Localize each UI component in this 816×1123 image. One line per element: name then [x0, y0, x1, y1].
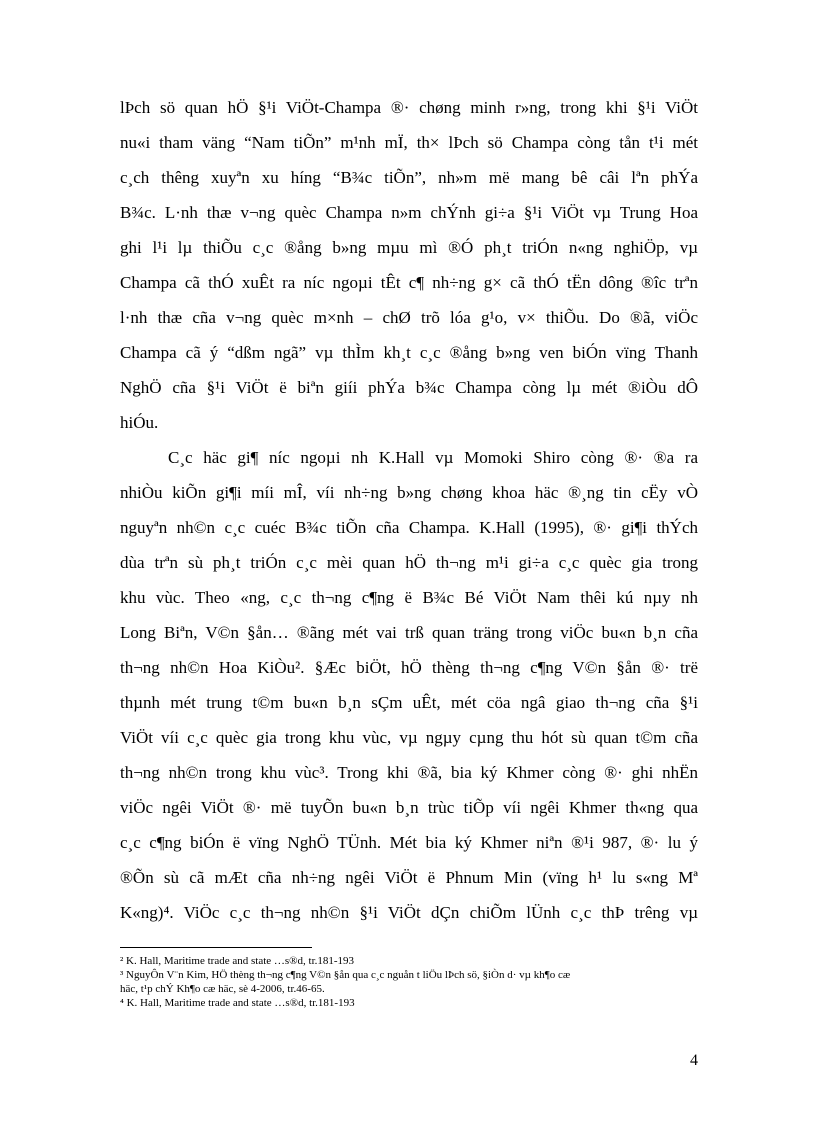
text-line: lÞch sö quan hÖ §¹i ViÖt-Champa ®· chøng minh r»ng, trong khi §¹i ViÖt [120, 98, 698, 117]
text-line: nhiÒu kiÕn gi¶i míi mÎ, víi nh÷ng b»ng chøng khoa häc ®¸ng tin cËy vÒ [120, 483, 698, 502]
text-line: thµnh mét trung t©m bu«n b¸n sÇm uÊt, mét cöa ngâ giao th¬ng cña §¹i [120, 693, 698, 712]
body-text [120, 90, 698, 930]
text-line: Champa cã ý “dßm ngã” vµ thÌm kh¸t c¸c ®ång b»ng ven biÓn vïng Thanh [120, 343, 698, 362]
text-line: ghi l¹i lµ thiÕu c¸c ®ång b»ng mµu mì ®Ó ph¸t triÓn n«ng nghiÖp, vµ [120, 238, 698, 257]
text-line: hiÓu. [120, 413, 159, 432]
text-line: nguyªn nh©n c¸c cuéc B¾c tiÕn cña Champa. K.Hall (1995), ®· gi¶i thÝch [120, 518, 698, 537]
text-line: dùa trªn sù ph¸t triÓn c¸c mèi quan hÖ th¬ng m¹i gi÷a c¸c quèc gia trong [120, 553, 698, 572]
text-line: nu«i tham väng “Nam tiÕn” m¹nh mÏ, th× lÞch sö Champa còng tån t¹i mét [120, 133, 698, 152]
text-line: viÖc ngêi ViÖt ®· më tuyÕn bu«n b¸n trùc tiÕp víi ngêi Khmer th«ng qua [120, 798, 698, 817]
page-number: 4 [690, 1052, 698, 1069]
text-line: Long Biªn, V©n §ån… ®ãng mét vai trß quan träng trong viÖc bu«n b¸n cña [120, 623, 698, 642]
text-line: Champa cã thÓ xuÊt ra níc ngoµi tÊt c¶ nh÷ng g× cã thÓ tËn dông ®îc trªn [120, 273, 698, 292]
footnote-3-continued: häc, t¹p chÝ Kh¶o cæ häc, sè 4-2006, tr.46-65. [120, 983, 325, 995]
footnotes [120, 954, 698, 1010]
paragraph-1 [120, 90, 698, 440]
footnote-4: ⁴ K. Hall, Maritime trade and state …s®d, tr.181-193 [120, 997, 355, 1009]
text-line: C¸c häc gi¶ níc ngoµi nh K.Hall vµ Momoki Shiro còng ®· ®a ra [168, 448, 698, 467]
footnote-2: ² K. Hall, Maritime trade and state …s®d, tr.181-193 [120, 955, 355, 967]
text-line: B¾c. L·nh thæ v¬ng quèc Champa n»m chÝnh gi÷a §¹i ViÖt vµ Trung Hoa [120, 203, 698, 222]
text-line: th¬ng nh©n Hoa KiÒu². §Æc biÖt, hÖ thèng th¬ng c¶ng V©n §ån ®· trë [120, 658, 698, 677]
text-line: khu vùc. Theo «ng, c¸c th¬ng c¶ng ë B¾c Bé ViÖt Nam thêi kú nµy nh [120, 588, 698, 607]
text-line: c¸ch thêng xuyªn xu híng “B¾c tiÕn”, nh»m më mang bê câi lªn phÝa [120, 168, 698, 187]
footnote-3: ³ NguyÔn V¨n Kim, HÖ thèng th¬ng c¶ng V©n §ån qua c¸c nguån t liÖu lÞch sö, §iÒn d· vµ kh¶o cæ [120, 969, 571, 981]
text-line: c¸c c¶ng biÓn ë vïng NghÖ TÜnh. Mét bia ký Khmer niªn ®¹i 987, ®· lu ý [120, 833, 698, 852]
text-line: NghÖ cña §¹i ViÖt ë biªn giíi phÝa b¾c Champa còng lµ mét ®iÒu dÔ [120, 378, 698, 397]
text-line: K«ng)⁴. ViÖc c¸c th¬ng nh©n §¹i ViÖt dÇn chiÕm lÜnh c¸c thÞ trêng vµ [120, 903, 698, 922]
footnote-separator [120, 947, 312, 948]
text-line: th¬ng nh©n trong khu vùc³. Trong khi ®ã, bia ký Khmer còng ®· ghi nhËn [120, 763, 698, 782]
text-line: ViÖt víi c¸c quèc gia trong khu vùc, vµ ngµy cµng thu hót sù quan t©m cña [120, 728, 698, 747]
text-line: l·nh thæ cña v¬ng quèc m×nh – chØ trõ lóa g¹o, v× thiÕu. Do ®ã, viÖc [120, 308, 698, 327]
text-line: ®Õn sù cã mÆt cña nh÷ng ngêi ViÖt ë Phnum Min (vïng h¹ lu s«ng Mª [120, 868, 698, 887]
paragraph-2 [120, 440, 698, 930]
